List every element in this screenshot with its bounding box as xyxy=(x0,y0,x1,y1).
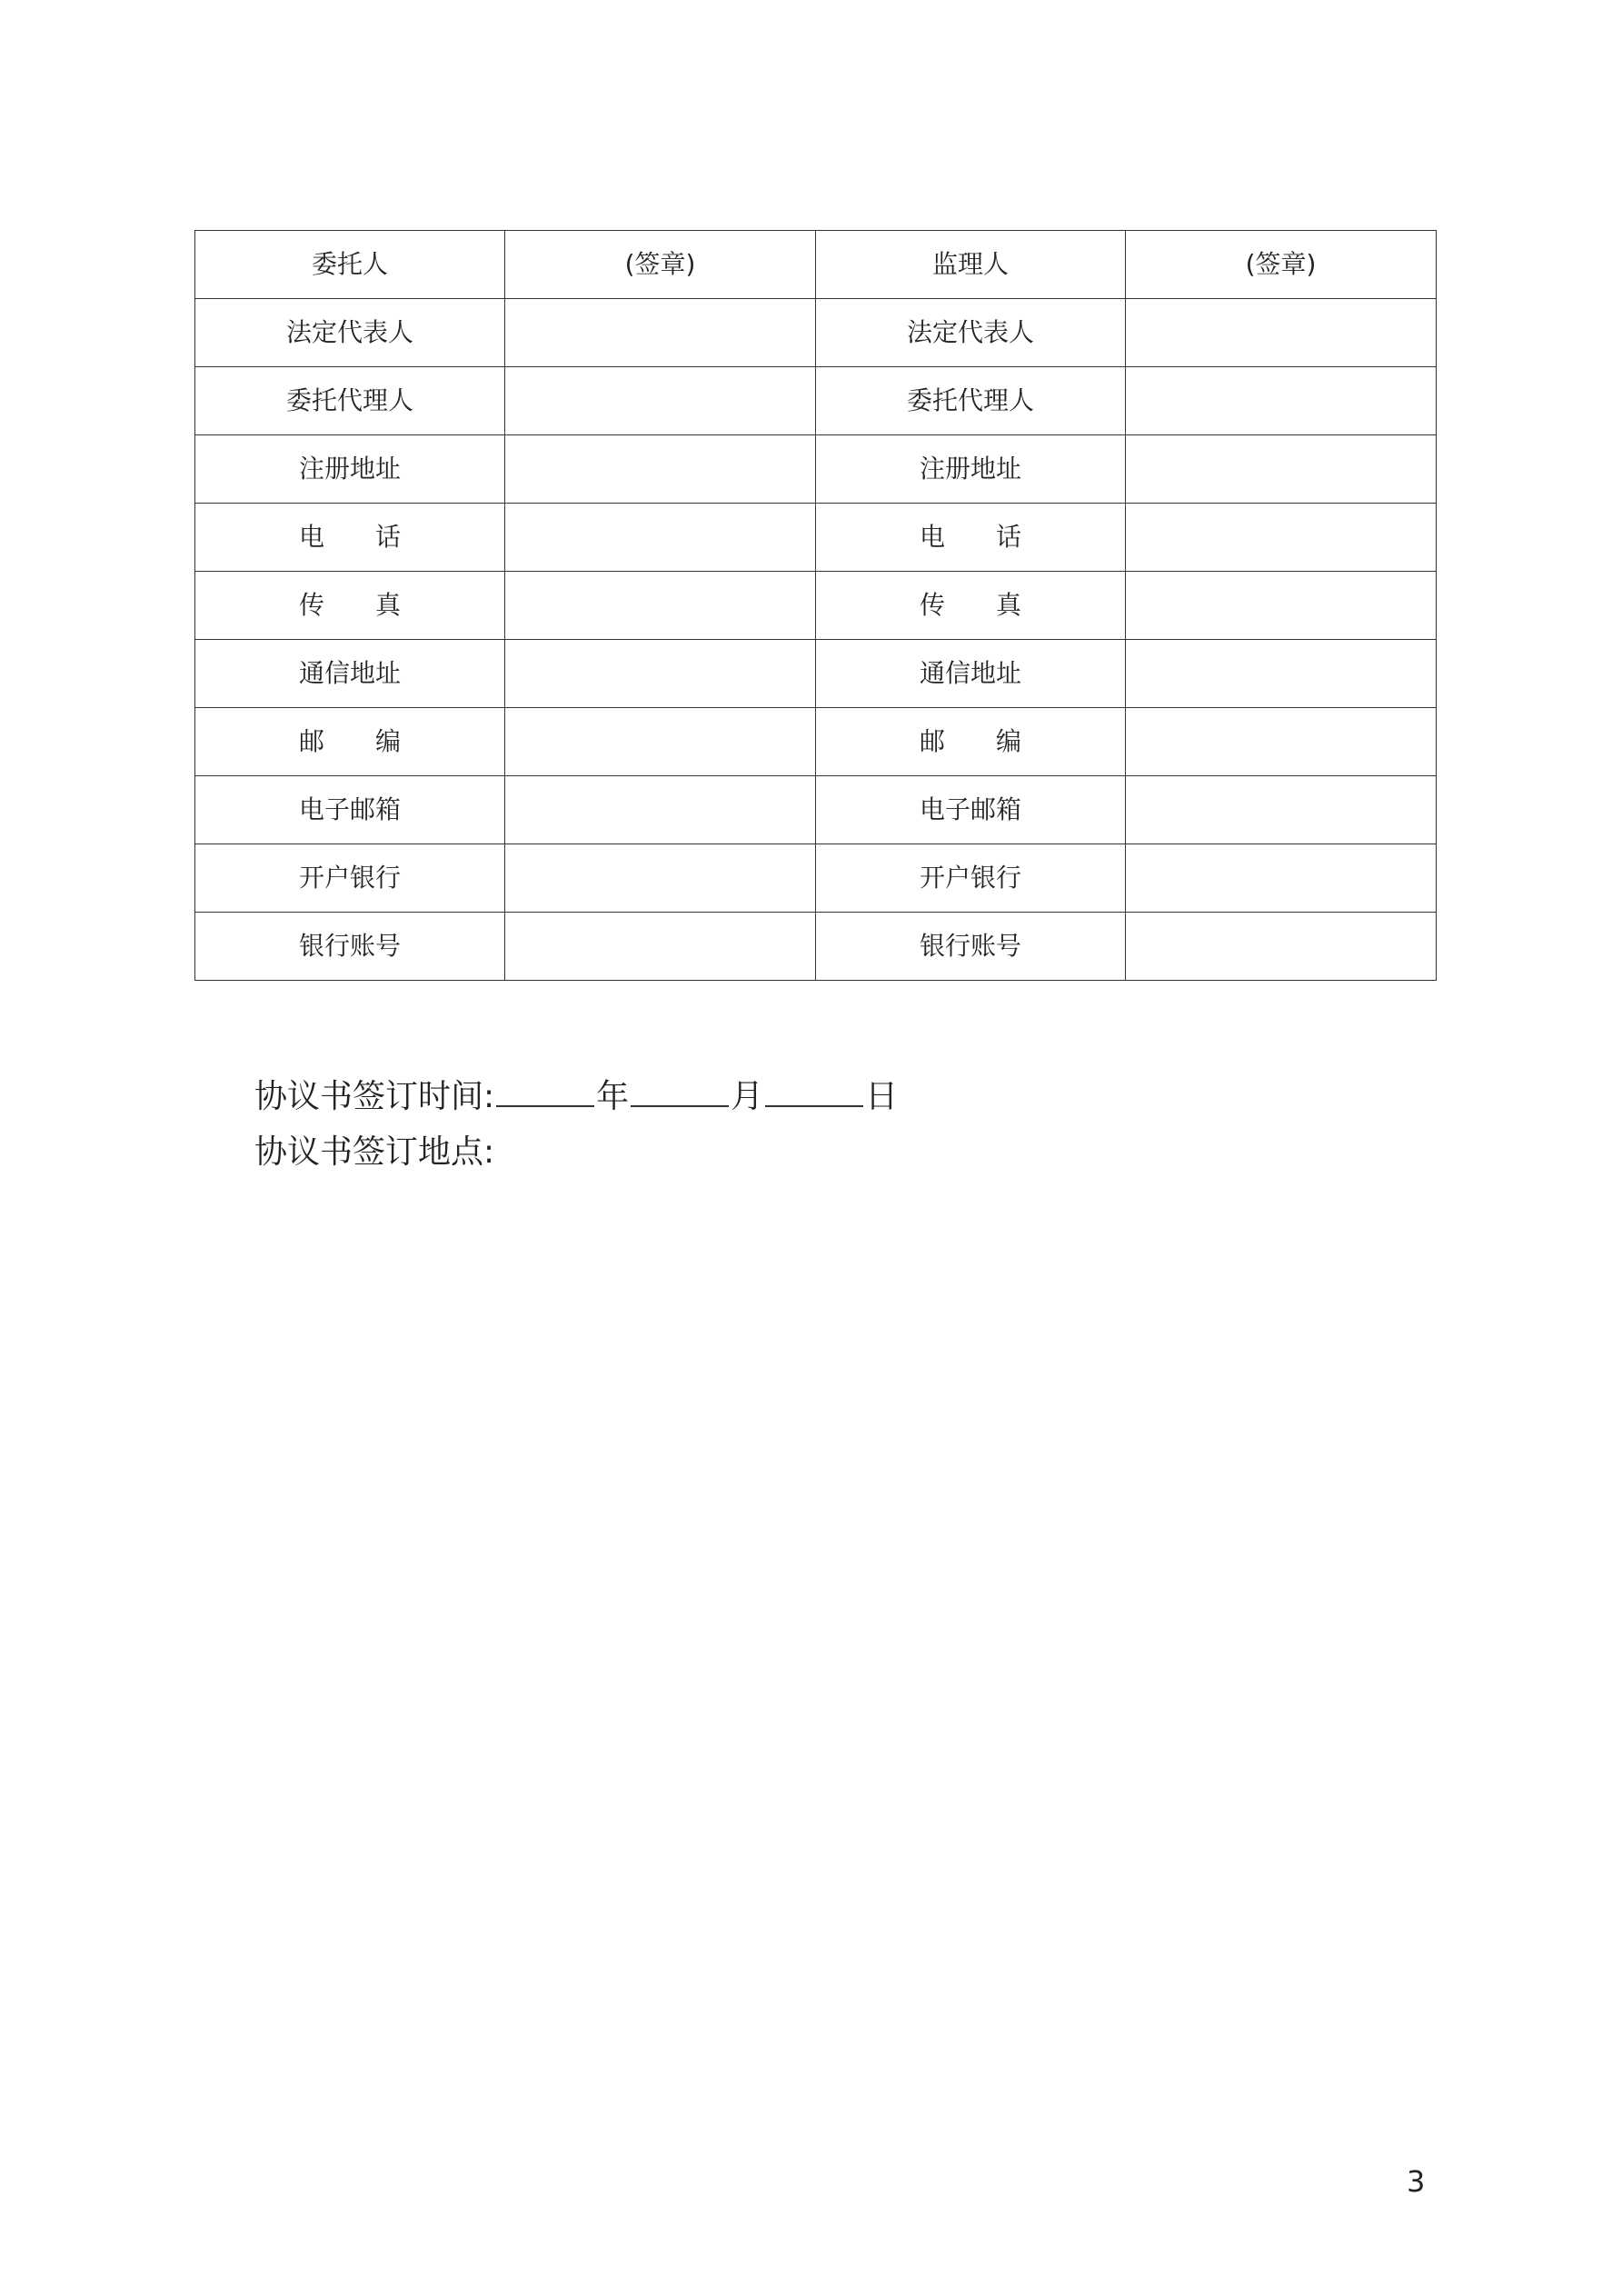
supervisor-label: 监理人 xyxy=(816,231,1126,299)
month-label: 月 xyxy=(731,1078,764,1115)
right-row-value xyxy=(1126,913,1437,981)
left-row-label: 通信地址 xyxy=(195,640,505,708)
right-row-label: 电子邮箱 xyxy=(816,776,1126,844)
right-row-value xyxy=(1126,299,1437,367)
left-row-label: 银行账号 xyxy=(195,913,505,981)
left-row-value xyxy=(505,299,816,367)
left-row-value xyxy=(505,367,816,435)
right-row-value xyxy=(1126,572,1437,640)
right-row-label: 传 真 xyxy=(816,572,1126,640)
right-row-value xyxy=(1126,776,1437,844)
right-row-label: 邮 编 xyxy=(816,708,1126,776)
right-row-value xyxy=(1126,504,1437,572)
right-row-label: 银行账号 xyxy=(816,913,1126,981)
left-row-value xyxy=(505,844,816,913)
left-row-value xyxy=(505,572,816,640)
right-row-value xyxy=(1126,367,1437,435)
right-row-label: 通信地址 xyxy=(816,640,1126,708)
table-row xyxy=(195,844,1437,913)
left-row-value xyxy=(505,708,816,776)
day-blank xyxy=(765,1074,863,1107)
left-row-value xyxy=(505,913,816,981)
left-row-value xyxy=(505,640,816,708)
table-row xyxy=(195,572,1437,640)
supervisor-seal-cell: (签章) xyxy=(1126,231,1437,299)
left-row-label: 开户银行 xyxy=(195,844,505,913)
principal-seal-cell: (签章) xyxy=(505,231,816,299)
left-row-value xyxy=(505,435,816,504)
left-row-value xyxy=(505,776,816,844)
table-row xyxy=(195,231,1437,299)
left-row-label: 委托代理人 xyxy=(195,367,505,435)
table-row xyxy=(195,435,1437,504)
right-row-label: 开户银行 xyxy=(816,844,1126,913)
left-row-value xyxy=(505,504,816,572)
right-row-label: 委托代理人 xyxy=(816,367,1126,435)
principal-label: 委托人 xyxy=(195,231,505,299)
signing-place-label: 协议书签订地点: xyxy=(254,1133,495,1171)
signature-info-table xyxy=(194,230,1437,981)
left-row-label: 法定代表人 xyxy=(195,299,505,367)
table-row xyxy=(195,367,1437,435)
right-row-label: 注册地址 xyxy=(816,435,1126,504)
page-number: 3 xyxy=(1407,2164,1426,2199)
left-row-label: 注册地址 xyxy=(195,435,505,504)
left-row-label: 邮 编 xyxy=(195,708,505,776)
left-row-label: 电子邮箱 xyxy=(195,776,505,844)
year-blank xyxy=(496,1074,594,1107)
year-label: 年 xyxy=(596,1078,630,1115)
table-row xyxy=(195,299,1437,367)
table-row xyxy=(195,776,1437,844)
day-label: 日 xyxy=(865,1078,899,1115)
left-row-label: 电 话 xyxy=(195,504,505,572)
table-row xyxy=(195,640,1437,708)
right-row-label: 电 话 xyxy=(816,504,1126,572)
right-row-value xyxy=(1126,435,1437,504)
signing-place-line xyxy=(254,1133,494,1173)
table-row xyxy=(195,708,1437,776)
signing-date-line xyxy=(254,1074,898,1117)
right-row-value xyxy=(1126,708,1437,776)
month-blank xyxy=(631,1074,729,1107)
table-row xyxy=(195,913,1437,981)
right-row-value xyxy=(1126,844,1437,913)
right-row-value xyxy=(1126,640,1437,708)
table-row xyxy=(195,504,1437,572)
left-row-label: 传 真 xyxy=(195,572,505,640)
signing-date-label: 协议书签订时间: xyxy=(254,1078,495,1115)
right-row-label: 法定代表人 xyxy=(816,299,1126,367)
